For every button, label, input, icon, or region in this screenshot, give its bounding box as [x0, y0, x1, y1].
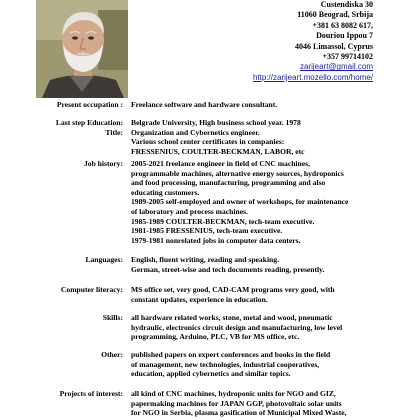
skills-value [131, 313, 416, 342]
job-line: 1981-1985 FRESSENIUS, tech-team executive. [131, 226, 283, 236]
other-line: of management, new technologies, industrial cooperatives, [131, 359, 320, 369]
computer-line: MS office set, very good, CAD-CAM programs very good, with [131, 285, 335, 294]
other-line: published papers on expert conferences and books in the field [131, 350, 331, 359]
portrait-photo [36, 0, 128, 98]
job-line: 1989-2005 self-employed and owner of workshops, for maintenance [131, 197, 349, 207]
skills-line: programming, Arduino, PLC, VB for MS office, etc. [131, 332, 300, 342]
address-line: 11060 Beograd, Srbija [297, 10, 373, 20]
projects-value [131, 389, 416, 418]
phone-serbia: +381 63 8082 617, [312, 20, 373, 30]
title-label: Title: [105, 127, 123, 137]
job-line: 2005-2021 freelance engineer in field of CNC machines, [131, 159, 310, 168]
skills-label: Skills: [102, 313, 123, 322]
education-label: Last step Education: [55, 118, 123, 127]
contact-block [173, 0, 373, 83]
skills-line: hydraulic, electronics circuit design and manufacturing, low level [131, 322, 343, 332]
computer-literacy-value [131, 285, 416, 304]
job-line: 1985-1989 COULTER-BECKMAN, tech-team executive. [131, 216, 315, 226]
other-label: Other: [101, 350, 123, 359]
languages-label: Languages: [85, 255, 123, 264]
title-line: Various school center certificates in companies: [131, 137, 285, 147]
skills-line: all hardware related works, stone, metal and wood, pneumatic [131, 313, 333, 322]
job-line: 1979-1981 nonrelated jobs in computer data centers. [131, 235, 301, 245]
phone-cyprus: +357 99714102 [322, 52, 373, 62]
job-line: of laboratory and process machines. [131, 206, 248, 216]
education-value [131, 118, 416, 128]
website-link[interactable]: http://zarijeart.mozello.com/home/ [252, 72, 373, 82]
portrait-illustration [36, 0, 128, 98]
job-history-value [131, 159, 416, 245]
title-line: FRESSENIUS, COULTER-BECKMAN, LABOR, etc [131, 146, 305, 156]
job-line: programmable machines, alternative energy sources, hydroponics [131, 168, 344, 178]
address-line: Douriou Ippou 7 [316, 31, 373, 41]
present-occupation-value [131, 100, 416, 110]
title-line: Organization and Cybernetics engineer. [131, 127, 260, 137]
other-value [131, 350, 416, 379]
job-history-label: Job history: [83, 159, 123, 168]
languages-value [131, 255, 416, 274]
job-line: and food processing, manufacturing, programming and also [131, 178, 326, 188]
address-line: 4046 Limassol, Cyprus [294, 41, 373, 51]
job-line: educating customers. [131, 187, 200, 197]
other-line: education, applied cybernetics and similar topics. [131, 369, 291, 379]
computer-literacy-label: Computer literacy: [60, 285, 123, 294]
address-line: Custendiska 30 [320, 0, 373, 9]
present-occupation-text: Freelance software and hardware consultant. [131, 100, 278, 109]
projects-label: Projects of interest: [59, 389, 123, 398]
present-occupation-label: Present occupation : [56, 100, 123, 109]
languages-line: German, street-wise and tech documents reading, presently. [131, 264, 325, 274]
projects-line: for NGO in Serbia, plasma gasification of Municipal Mixed Waste, [131, 408, 347, 418]
computer-line: constant updates, experience in education. [131, 294, 268, 304]
projects-line: papermaking machines for JAPAN GGP, photovoltaic solar units [131, 398, 342, 408]
projects-line: all kind of CNC machines, hydroponic units for NGO and GIZ, [131, 389, 336, 398]
education-text: Belgrade University, High business school year. 1978 [131, 118, 301, 127]
email-link[interactable]: zarijeart@gmail.com [299, 62, 373, 72]
languages-line: English, fluent writing, reading and speaking. [131, 255, 279, 264]
title-value [131, 128, 416, 157]
